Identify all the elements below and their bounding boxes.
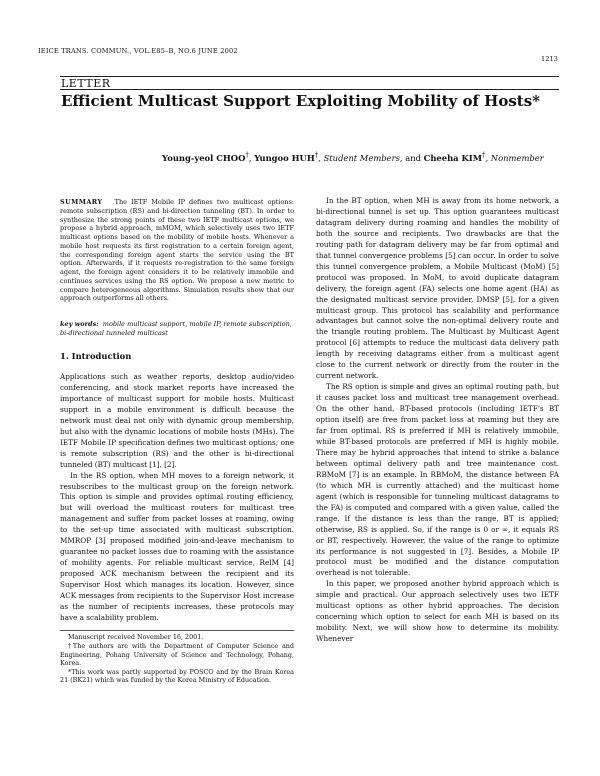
author-3: Cheeha KIM [423, 152, 482, 163]
keywords-text: mobile multicast support, mobile IP, remote subscription, bi-directional tunneled multicast [60, 320, 292, 337]
author-1-mark: † [245, 151, 249, 159]
mid-rule [60, 89, 559, 90]
right-paragraph-2: The RS option is simple and gives an optimal routing path, but it causes packet loss and multicast tree management overhead. On the other hand, BT-based protocols (including IETF's BT option itself) are free from packet loss at roaming but they are far from optimal. RS is preferred if MH is relatively immobile, while BT-based protocols are preferred if MH is highly mobile. There may be hybrid approaches that intend to strike a balance between optimal delivery path and tree maintenance cost. RBMoM [7] is an example. In RBMoM, the distance between FA (to which MH is currently attached) and the multicast home agent (which is responsible for tunneling multicast datagrams to the FA) is computed and compared with a given value, called the range. If the distance is less than the range, BT is applied; otherwise, RS is applied. So, if the range is 0 or ∞, it equals RS or BT, respectively. However, the value of the range to optimize its performance is not suggested in [7]. Besides, a Mobile IP protocol must be modified and the distance computation overhead is not tolerable. [316, 382, 559, 578]
article-type-label: LETTER [61, 77, 111, 90]
journal-header: IEICE TRANS. COMMUN., VOL.E85–B, NO.6 JUNE 2002 [38, 47, 238, 55]
abstract-text: The IETF Mobile IP defines two multicast options: remote subscription (RS) and bi-direction tunneling (BT). In order to synthesize the strong points of these two IETF multicast options, we propose a hybrid approach, mMOM, which selectively uses two IETF multicast options based on the mobility of mobile hosts. Whenever a mobile host requests its first registration to a certain foreign agent, the corresponding foreign agent starts the service using the BT option. Afterwards, if it requests re-registration to the same foreign agent, the foreign agent considers it to be relatively immobile and continues services using the RS option. We propose a new metric to compare heterogeneous algorithms. Simulation results show that our approach outperforms all others. [60, 198, 294, 303]
author-2: Yungoo HUH [254, 152, 315, 163]
top-rule [60, 76, 559, 77]
footnote-affiliation: †The authors are with the Department of Computer Science and Engineering, Pohang University of Science and Technology, Pohang, Korea. [60, 642, 294, 667]
author-3-mark: † [481, 151, 486, 159]
footnotes [60, 633, 294, 686]
right-paragraph-3: In this paper, we proposed another hybrid approach which is simple and practical. Our approach selectively uses two IETF multicast options as other hybrid approaches. The decision concerning which option to select for each MH is based on its mobility. Next, we will show how to determine its mobility. Whenever [316, 579, 559, 644]
right-column-body [316, 196, 559, 645]
author-2-role: , Student Members, [318, 152, 403, 163]
footnote-received: Manuscript received November 16, 2001. [68, 633, 204, 641]
intro-paragraph-1: Applications such as weather reports, desktop audio/video conferencing, and stock market reports have increased the importance of multicast support for mobile hosts. Multicast support in a mobile environment is difficult because the network must deal not only with dynamic group membership, but also with the dynamic locations of mobile hosts (MHs). The IETF Mobile IP specification defines two multicast options; one is remote subscription (RS) and the other is bi-directional tunneled (BT) multicast [1], [2]. [60, 372, 294, 469]
left-column-body [60, 372, 294, 624]
footnote-rule [60, 630, 294, 631]
section-heading-introduction: 1. Introduction [60, 351, 132, 361]
footnote-funding: *This work was partly supported by POSCO and by the Brain Korea 21 (BK21) which was funded by the Korea Ministry of Education. [60, 668, 294, 685]
abstract-label: SUMMARY [60, 198, 103, 206]
page-number: 1213 [541, 55, 558, 63]
author-3-role: , Nonmember [485, 152, 544, 163]
author-1: Young-yeol CHOO [162, 152, 246, 163]
author-line: Young-yeol CHOO†, Yungoo HUH†, Student Members, and Cheeha KIM†, Nonmember [162, 151, 544, 163]
author-2-mark: † [314, 151, 319, 159]
paper-title: Efficient Multicast Support Exploiting Mobility of Hosts* [61, 92, 541, 110]
keywords-label: key words: [60, 320, 99, 328]
intro-paragraph-2: In the RS option, when MH moves to a foreign network, it resubscribes to the multicast group on the foreign network. This option is simple and provides optimal routing efficiency, but will overload the multicast routers for multicast tree management and suffer from packet losses at roaming, owing to the set-up time associated with multicast subscription. MMROP [3] proposed modified join-and-leave mechanism to guarantee no packet losses due to roaming with the assistance of mobility agents. For reliable multicast service, RelM [4] proposed ACK mechanism between the recipient and its Supervisor Host which manages its location. However, since ACK messages from recipients to the Supervisor Host increase as the number of recipients increases, these protocols may have a scalability problem. [60, 470, 294, 622]
author-and: and [402, 152, 424, 163]
right-paragraph-1: In the BT option, when MH is away from its home network, a bi-directional tunnel is set up. This option guarantees multicast datagram delivery during roaming and handles the mobility of both the source and recipients. Two drawbacks are that the routing path for datagram delivery may be far from optimal and that tunnel convergence problems [5] can occur. In order to solve this tunnel convergence problem, a Mobile Multicast (MoM) [5] protocol was proposed. In MoM, to avoid duplicate datagram delivery, the foreign agent (FA) selects one home agent (HA) as the designated multicast service provider, DMSP [5], for a given multicast group. This protocol has scalability and performance advantages but cannot solve the non-optimal delivery route and the triangle routing problem. The Multicast by Multicast Agent protocol [6] attempts to reduce the multicast data delivery path length by receiving datagrams either from a multicast agent close to the current network or directly from the router in the current network. [316, 196, 559, 381]
abstract [60, 198, 294, 303]
keywords [60, 320, 294, 338]
